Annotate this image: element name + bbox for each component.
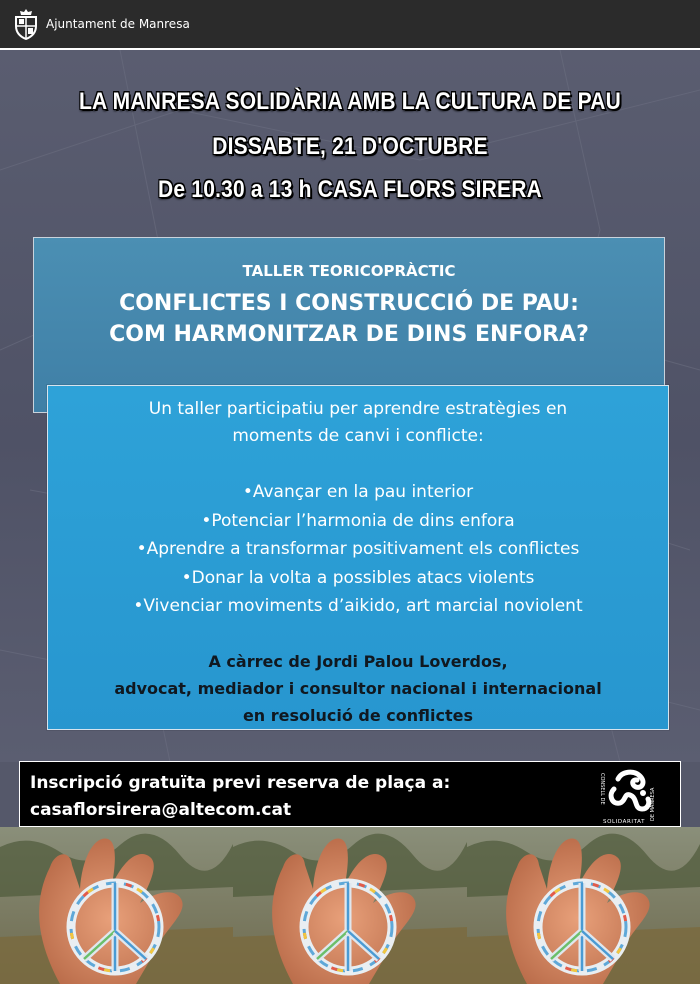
- council-text-left: CONSELL DE: [599, 773, 605, 805]
- list-item: •Potenciar l’harmonia de dins enfora: [201, 510, 515, 531]
- list-item: •Donar la volta a possibles atacs violents: [181, 567, 535, 588]
- headline-time-venue: De 10.30 a 13 h CASA FLORS SIRERA: [158, 176, 542, 203]
- registration-bar: [19, 761, 681, 827]
- registration-text: [30, 770, 450, 824]
- workshop-label: TALLER TEORICOPRÀCTIC: [242, 262, 456, 280]
- workshop-title-line2: COM HARMONITZAR DE DINS ENFORA?: [109, 322, 589, 347]
- council-text-right: DE MANRESA: [650, 787, 656, 821]
- headline-date: DISSABTE, 21 D'OCTUBRE: [212, 133, 488, 160]
- registration-email[interactable]: casaflorsirera@altecom.cat: [30, 800, 292, 820]
- list-item: •Vivenciar moviments d’aikido, art marcial noviolent: [133, 596, 583, 616]
- workshop-details-box: [47, 385, 669, 730]
- intro-line1: Un taller participatiu per aprendre estratègies en: [148, 399, 568, 419]
- speaker-credit: [48, 648, 668, 729]
- brand: [12, 8, 190, 40]
- hand-peace-sign-photo: [0, 827, 233, 984]
- header-bar: [0, 0, 700, 50]
- hand-peace-sign-photo: [233, 827, 466, 984]
- workshop-title: [34, 288, 664, 350]
- credit-line3: en resolució de conflictes: [242, 706, 474, 725]
- credit-line2: advocat, mediador i consultor nacional i internacional: [114, 679, 602, 698]
- hand-peace-sign-photo: [467, 827, 700, 984]
- municipal-coat-of-arms-icon: [12, 8, 40, 40]
- council-text-bottom: SOLIDARITAT: [603, 819, 646, 825]
- photo-strip: [0, 827, 700, 984]
- headline-title: LA MANRESA SOLIDÀRIA AMB LA CULTURA DE PAU: [79, 88, 621, 115]
- registration-line: Inscripció gratuïta previ reserva de plaça a:: [30, 773, 451, 793]
- org-name: Ajuntament de Manresa: [46, 17, 190, 31]
- bullet-list: [48, 478, 668, 621]
- consell-solidaritat-logo-icon: [594, 765, 658, 825]
- workshop-title-line1: CONFLICTES I CONSTRUCCIÓ DE PAU:: [119, 291, 579, 316]
- intro-text: [48, 396, 668, 450]
- intro-line2: moments de canvi i conflicte:: [232, 426, 484, 446]
- list-item: •Avançar en la pau interior: [242, 482, 474, 502]
- credit-line1: A càrrec de Jordi Palou Loverdos,: [208, 652, 508, 671]
- list-item: •Aprendre a transformar positivament els conflictes: [136, 539, 580, 559]
